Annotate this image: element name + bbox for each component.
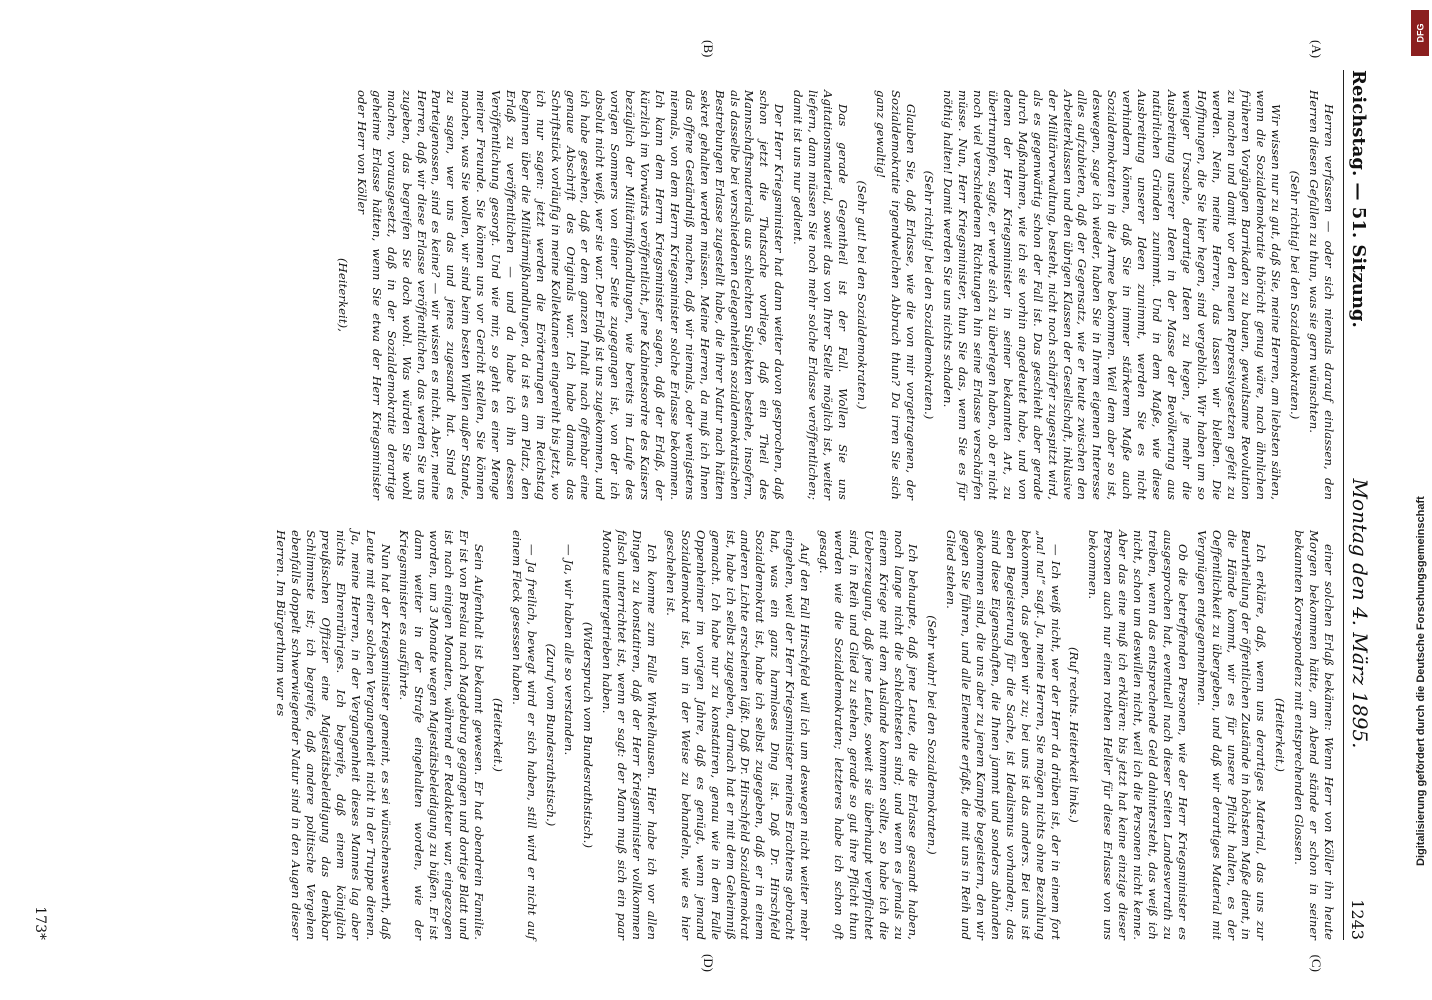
paragraph: Auf den Fall Hirschfeld will ich um deswegen nicht weiter mehr eingehen, weil der Herr Kriegsminister meines Erachtens gebracht hat, was ein ganz harmloses Ding ist. Daß Dr. Hirschfeld Sozialdemokrat ist, habe ich selbst zugegeben, daß er in einem anderen Lichte erscheinen läßt. Daß Dr. Hirschfeld Sozialdemokrat ist, habe ich selbst zugegeben, darnach hat er mit dem Geheimniß gemacht. Ich habe nur zu konstatiren, genau wie in dem Falle Oppenheimer im vorigen Jahre, daß es genügt, wenn jemand Sozialdemokrat ist, um in der Weise zu behandeln, wie es hier geschehen ist. <box>663 530 813 940</box>
paragraph: Ich erkläre, daß, wenn uns derartiges Material, das uns zur Beurtheilung der öffentlichen Zustände in höchstem Maße dient, in die Hände kommt, wir es für unsere Pflicht halten, es der Oeffentlichkeit zu übergeben, und daß wir derartiges Material mit Vergnügen entgegennehmen. <box>1194 530 1269 940</box>
right-column <box>56 530 1336 940</box>
document-page <box>26 20 1406 980</box>
paragraph: (Sehr richtig! bei den Sozialdemokraten.) <box>922 170 937 420</box>
paragraph: Ob die betreffenden Personen, wie der Herr Kriegsminister es ausgesprochen hat, eventuell nach dieser Seiten Landesverrath zu treiben, wenn das entsprechende Geld dahintersteht, das weiß ich nicht, schon um deswillen nicht, weil ich die Personen nicht kenne. Aber das eine muß ich erklären: bis jetzt hat keine einzige dieser Personen auch nur einen rothen Heller für diese Erlasse von uns bekommen. <box>1086 530 1190 940</box>
credit-text: Digitalisierung gefördert durch die Deutsche Forschungsgemeinschaft <box>1415 496 1427 866</box>
page-header <box>1343 70 1388 940</box>
paragraph: Sein Aufenthalt ist bekannt gewesen. Er hat obendrein Familie. Er ist von Breslau nach Magdeburg gegangen und dortige Blatt und ist nach einigen Monaten, während er Redakteur war, eingezogen worden, um 3 Monate wegen Majestätsbeleidigung zu büßen. Er ist dann weiter in der Strafe eingehalten worden, wie der Kriegsminister es ausführte. <box>397 530 486 940</box>
paragraph: (Zuruf vom Bundesrathstisch.) <box>543 643 558 827</box>
paragraph: Herren verfassen — oder sich niemals darauf einlassen, den Herren diesen Gefallen zu thun, was sie gern wünschten. <box>1307 90 1336 500</box>
paragraph: Ich komme zum Falle Winkelhausen. Hier habe ich vor allen Dingen zu konstatiren, daß der Herr Kriegsminister vollkommen falsch unterrichtet ist, wenn er sagt: der Mann muß sich ein paar Monate untergetrieben haben. <box>600 530 660 940</box>
margin-marker-d: (D) <box>701 953 716 972</box>
paragraph: Wir wissen nur zu gut, daß Sie, meine Herren, am liebsten sähen, wenn die Sozialdemokratie thöricht genug wäre, nach ähnlichen früheren Vorgängen Barrikaden zu bauen, gewaltsame Revolution zu machen und damit vor den neuen Repressivgesetzen gefeit zu werden. Nein, meine Herren, das lassen wir bleiben. Die Hoffnungen, die Sie hier hegen, sind vergeblich. Wir haben um so weniger Ursache, derartige Ideen zu hegen, je mehr die Ausbreitung unserer Ideen in der Masse der Bevölkerung aus natürlichen Gründen zunimmt. Und in dem Maße, wie diese Ausbreitung unserer Ideen zunimmt, werden Sie es nicht verhindern können, daß Sie in immer stärkerem Maße auch Sozialdemokraten in die Armee bekommen. Weil dem aber so ist, deswegen, sage ich wieder, haben Sie in Ihrem eigenen Interesse alles aufzubieten, daß der Gegensatz, wie er heute zwischen den Arbeiterklassen und den übrigen Klassen der Gesellschaft, inklusive der Militärverwaltung, besteht, nicht noch schärfer zugespitzt wird, als es gegenwärtig schon der Fall ist. Das geschieht aber gerade durch Maßnahmen, wie ich sie vorhin angedeutet habe, und von denen der Herr Kriegsminister in seiner bekannten Art, zu übertrumpfen, sagte, er werde sich zu überlegen haben, ob er nicht noch viel verschiedenen Richtungen hin seine Erlasse verschärfen müsse. Nun, Herr Kriegsminister, thun Sie das, wenn Sie es für nöthig halten! Damit werden Sie uns nichts schaden. <box>941 90 1284 500</box>
paragraph: Glauben Sie, daß Erlasse, wie die von mir vorgetragenen, der Sozialdemokratie irgendwelchen Abbruch thun? Da irren Sie sich ganz gewaltig! <box>873 90 918 500</box>
margin-marker-c: (C) <box>1309 954 1324 972</box>
credit-strip <box>1411 0 1432 1000</box>
paragraph: (Heiterkeit.) <box>490 697 505 773</box>
paragraph: Der Herr Kriegsminister hat dann weiter davon gesprochen, daß schon jetzt die Thatsache vorliege, daß ein Theil des Mannschaftsmaterials aus schlechten Subjekten bestehe, insofern, als dasselbe bei verschiedenen Gelegenheiten sozialdemokratischen Bestrebungen Erlasse zugestellt habe, die ihrer Natur nach hätten sekret gehalten werden müssen. Meine Herren, da muß ich Ihnen das offene Geständniß machen, daß wir niemals, oder wenigstens niemals, von dem Herrn Kriegsminister solche Erlasse bekommen. Ich kann dem Herrn Kriegsminister sagen, daß der Erlaß, der kürzlich im Vorwärts veröffentlicht, jene Kabinetsordre des Kaisers bezüglich der Militärmißhandlungen, wie bereits im Laufe des vorigen Sommers von einer Seite zugegangen ist, von der ich absolut nicht weiß, wer sie war. Der Erlaß ist uns zugekommen, und ich habe gesehen, daß er dem ganzen Inhalt nach offenbar eine genaue Abschrift des Originals war. Ich habe damals das Schriftstück vorläufig in meine Kollektaneen eingereiht bis jetzt, wo ich nur sagen: jetzt werden die Erörterungen im Reichstag beginnen über die Militärmißhandlungen, da ist es am Platz, den Erlaß zu veröffentlichen — und da habe ich ihn dessen Veröffentlichung gesorgt. Und wie mir, so geht es einer Menge meiner Freunde. Sie können uns vor Gericht stellen, Sie können machen, was Sie wollen, wir sind beim besten Willen außer Stande, zu sagen, wer uns das und jenes zugesandt hat. Sind es Parteigenossen, sind es keine? — wir wissen es nicht. Aber, meine Herren, daß wir diese Erlasse veröffentlichen, das werden Sie uns zugeben, das begreifen Sie doch wohl. Was würden Sie wohl machen, vorausgesetzt, daß in der Sozialdemokratie derartige geheime Erlasse hätten, wenn Sie etwa der Herr Kriegsminister oder Herr von Köller <box>354 90 787 500</box>
paragraph: (Sehr richtig! bei den Sozialdemokraten.) <box>1288 170 1303 420</box>
paragraph: (Widerspruch vom Bundesrathstisch.) <box>581 621 596 849</box>
footer-number: 173* <box>32 906 48 940</box>
dfg-logo: DFG <box>1411 10 1429 56</box>
paragraph: Das gerade Gegentheil ist der Fall. Wollen Sie uns Agitationsmaterial, soweit das von Ihrer Stelle möglich ist, weiter liefern, dann müssen Sie noch mehr solche Erlasse veröffentlichen; damit ist uns nur gedient. <box>791 90 850 500</box>
paragraph: — Ja freilich, bewegt wird er sich haben, still wird er nicht auf einem Fleck gesessen haben. <box>509 530 539 940</box>
paragraph: (Heiterkeit.) <box>1273 697 1288 773</box>
paragraph: einer solchen Erlaß bekämen: Wenn Herr von Köller ihn heute Morgen bekommen hätte, am Abend stände er schon in seiner bekannten Korrespondenz mit entsprechenden Glossen. <box>1292 530 1336 940</box>
paragraph: Ich behaupte, daß jene Leute, die die Erlasse gesandt haben, noch lange nicht die schlechtesten sind; und wenn es jemals zu einem Kriege mit dem Auslande kommen sollte, so habe ich die Ueberzeugung, daß jene Leute, soweit sie überhaupt verpflichtet sind, in Reih und Glied zu stehen, gerade so gut ihre Pflicht thun werden wie die Sozialdemokraten; letzteres habe ich schon oft gesagt. <box>817 530 921 940</box>
header-left: Reichstag. — 51. Sitzung. <box>1348 70 1369 328</box>
paragraph: — Ja, wir haben alle so verstanden. <box>562 544 577 756</box>
margin-marker-a: (A) <box>1309 40 1324 59</box>
paragraph: Nun hat der Kriegsminister gemeint, es sei wünschenswerth, daß Leute mit einer solchen Vergangenheit nicht in der Truppe dienen. Ja, meine Herren, in der Vergangenheit dieses Mannes lag aber nichts Ehrenrühriges. Ich begreife, daß einem königlich preußischen Offizier eine Majestätsbeleidigung das denkbar Schlimmste ist; ich begreife, daß andere politische Vergehen ebenfalls doppelt schwerwiegender Natur sind in den Augen dieser Herren. Im Bürgerthum war es <box>274 530 393 940</box>
page-number: 1243 <box>1348 899 1367 940</box>
paragraph: (Sehr gut! bei den Sozialdemokraten.) <box>854 180 869 410</box>
header-date: Montag den 4. März 1895. <box>1348 478 1372 749</box>
paragraph: (Heiterkeit), <box>336 257 350 333</box>
margin-marker-b: (B) <box>701 40 716 58</box>
left-column <box>56 90 1336 500</box>
paragraph: (Sehr wahr! bei den Sozialdemokraten.) <box>925 615 940 855</box>
paragraph: (Ruf rechts. Heiterkeit links.) <box>1067 647 1082 823</box>
paragraph: — Ich weiß nicht, wer der Herr da drüben ist, der in einem fort „na! na!“ sagt. Ja, meine Herren, Sie mögen nichts ohne Bezahlung bekommen, das geben wir zu; bei uns ist das anders. Bei uns ist eben Begeisterung für die Sache, ist Idealismus vorhanden; das sind diese Eigenschaften, die Ihnen jammt und sonders abhanden gekommen sind, die uns aber zu jenem Kampfe begeistern, den wir gegen Sie führen, und alle Elemente erfaßt, die mit uns in Reih und Glied stehen. <box>944 530 1063 940</box>
